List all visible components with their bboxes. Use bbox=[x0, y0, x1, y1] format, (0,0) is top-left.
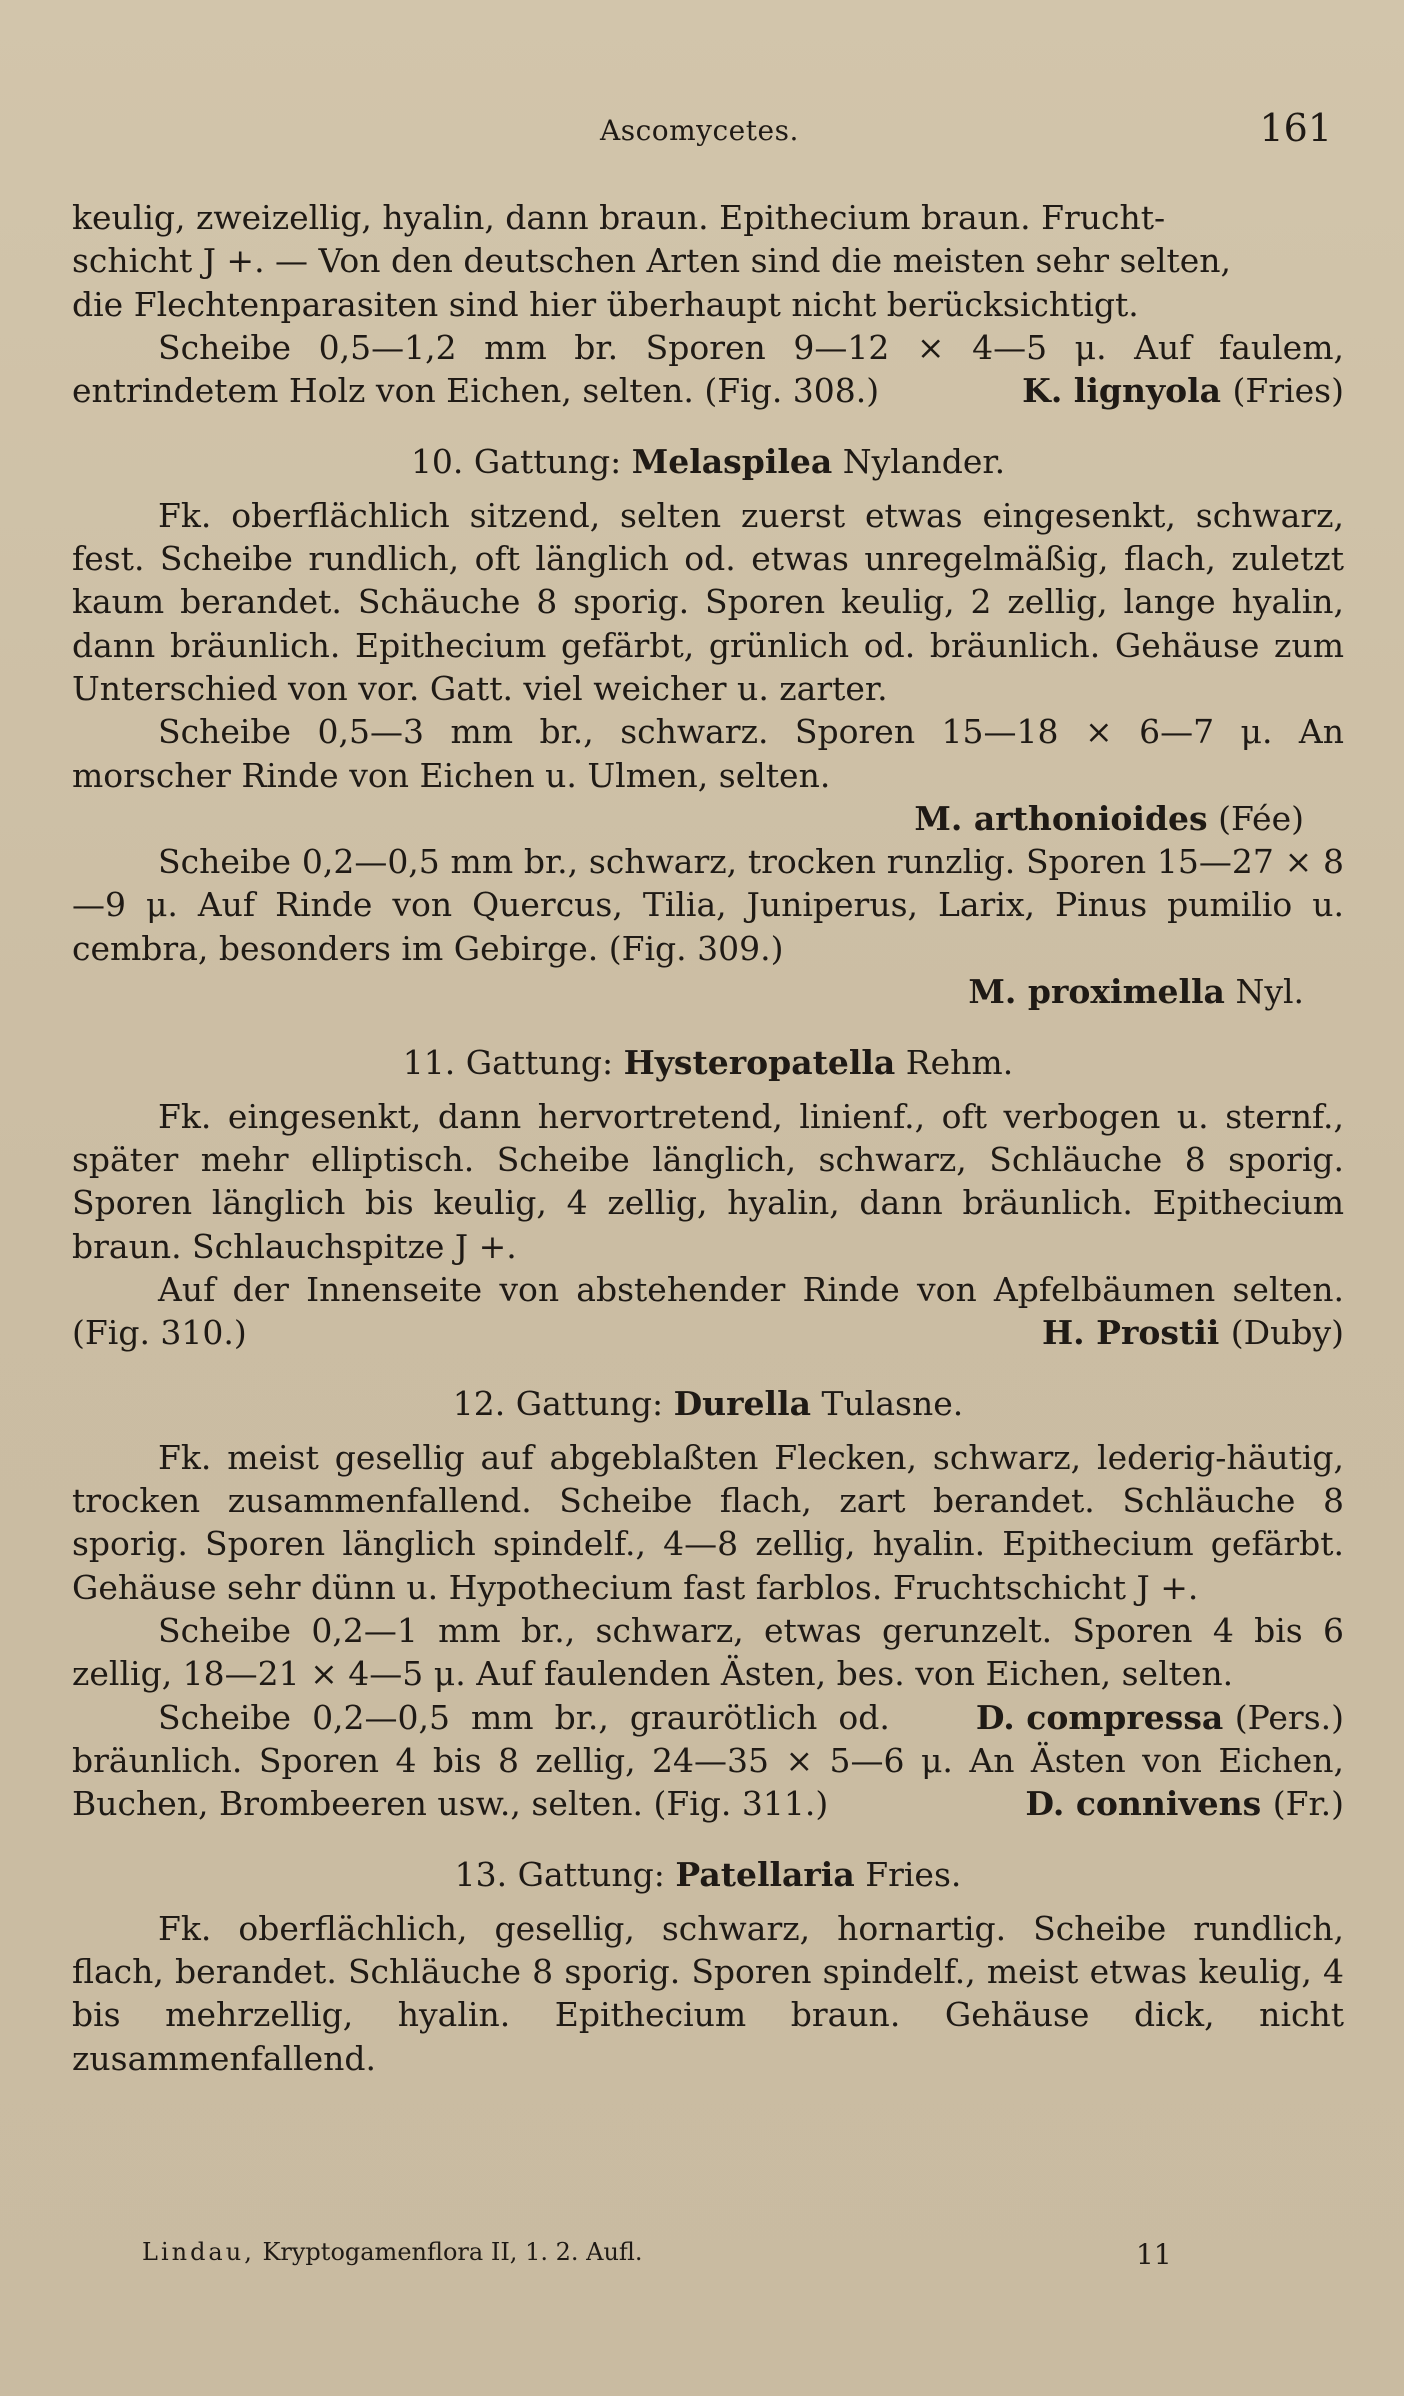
genus-12-heading bbox=[72, 1382, 1344, 1425]
genus-12-species-2 bbox=[939, 1782, 1344, 1825]
genus-12-species-2-name: D. connivens bbox=[1025, 1784, 1262, 1824]
intro-species-text: Scheibe 0,5—1,2 mm br. Sporen 9—12 × 4—5 μ. Auf faulem, entrindetem Holz von Eichen, selten. (Fig. 308.) bbox=[72, 327, 1344, 411]
footer-author: Lindau, bbox=[142, 2238, 255, 2266]
genus-10-species-1-name: M. arthonioides bbox=[914, 798, 1208, 838]
genus-10-heading bbox=[72, 440, 1344, 483]
genus-10-species-1-author: (Fée) bbox=[1218, 798, 1304, 838]
genus-12-author: Tulasne. bbox=[821, 1384, 964, 1424]
intro-line-1: keulig, zweizellig, hyalin, dann braun. Epithecium braun. Frucht- bbox=[72, 198, 1166, 237]
genus-10-number: 10. Gattung: bbox=[410, 442, 622, 482]
running-head bbox=[0, 106, 1404, 156]
genus-13-number: 13. Gattung: bbox=[454, 1855, 665, 1895]
genus-11-species-1-entry bbox=[72, 1268, 1344, 1355]
genus-11-number: 11. Gattung: bbox=[402, 1043, 614, 1083]
genus-12-species-2-text: Scheibe 0,2—0,5 mm br., graurötlich od. bräunlich. Sporen 4 bis 8 zellig, 24—35 × 5—6 μ. An Ästen von Eichen, Buchen, Brombeeren usw., selten. (Fig. 311.) bbox=[72, 1697, 1344, 1824]
page-number: 161 bbox=[1259, 106, 1332, 150]
genus-10-species-2-author: Nyl. bbox=[1235, 972, 1304, 1012]
intro-species-entry bbox=[72, 326, 1344, 413]
genus-11-heading bbox=[72, 1041, 1344, 1084]
genus-13-description: Fk. oberflächlich, gesellig, schwarz, hornartig. Scheibe rundlich, flach, berandet. Schläuche 8 sporig. Sporen spindelf., meist etwas keulig, 4 bis mehrzellig, hyalin. Epithecium braun. Gehäuse dick, nicht zusammenfallend. bbox=[72, 1908, 1344, 2078]
genus-12-description: Fk. meist gesellig auf abgeblaßten Flecken, schwarz, lederig-häutig, trocken zusammenfallend. Scheibe flach, zart berandet. Schläuche 8 sporig. Sporen länglich spindelf., 4—8 zellig, hyalin. Epithecium gefärbt. Gehäuse sehr dünn u. Hypothecium fast farblos. Fruchtschicht J +. bbox=[72, 1437, 1344, 1607]
genus-12-species-1-author: (Pers.) bbox=[1234, 1697, 1344, 1737]
genus-12-number: 12. Gattung: bbox=[452, 1384, 664, 1424]
genus-12-name: Durella bbox=[673, 1384, 812, 1424]
genus-11-description: Fk. eingesenkt, dann hervortretend, linienf., oft verbogen u. sternf., später mehr elliptisch. Scheibe länglich, schwarz, Schläuche 8 sporig. Sporen länglich bis keulig, 4 zellig, hyalin, dann bräunlich. Epithecium braun. Schlauchspitze J +. bbox=[72, 1096, 1344, 1266]
running-title: Ascomycetes. bbox=[600, 114, 799, 147]
genus-12-species-1-text: Scheibe 0,2—1 mm br., schwarz, etwas gerunzelt. Sporen 4 bis 6 zellig, 18—21 × 4—5 μ. Auf faulenden Ästen, bes. von Eichen, selten. bbox=[72, 1610, 1344, 1694]
genus-11-name: Hysteropatella bbox=[623, 1043, 896, 1083]
genus-11-species-1-name: H. Prostii bbox=[1042, 1313, 1220, 1353]
genus-10-species-2-text: Scheibe 0,2—0,5 mm br., schwarz, trocken runzlig. Sporen 15—27 × 8—9 μ. Auf Rinde von Quercus, Tilia, Juniperus, Larix, Pinus pumilio u. cembra, besonders im Gebirge. (Fig. 309.) bbox=[72, 842, 1344, 968]
genus-10-species-1-text: Scheibe 0,5—3 mm br., schwarz. Sporen 15—18 × 6—7 μ. An morscher Rinde von Eichen u. Ulmen, selten. bbox=[72, 712, 1344, 795]
genus-10-species-2 bbox=[72, 970, 1344, 1013]
genus-12-species-1-name: D. compressa bbox=[975, 1697, 1224, 1737]
genus-10-name: Melaspilea bbox=[631, 442, 833, 482]
intro-species-author: (Fries) bbox=[1232, 371, 1344, 411]
intro-line-2: schicht J +. — Von den deutschen Arten sind die meisten sehr selten, bbox=[72, 241, 1232, 281]
genus-13-heading bbox=[72, 1853, 1344, 1896]
genus-10-description: Fk. oberflächlich sitzend, selten zuerst etwas eingesenkt, schwarz, fest. Scheibe rundlich, oft länglich od. etwas unregelmäßig, flach, zuletzt kaum berandet. Schäuche 8 sporig. Sporen keulig, 2 zellig, lange hyalin, dann bräunlich. Epithecium gefärbt, grünlich od. bräunlich. Gehäuse zum Unterschied von vor. Gatt. viel weicher u. zarter. bbox=[72, 495, 1344, 708]
genus-11-species-1-text: Auf der Innenseite von abstehender Rinde von Apfelbäumen selten. (Fig. 310.) bbox=[72, 1269, 1344, 1353]
genus-12-species-1 bbox=[890, 1696, 1344, 1739]
genus-13-author: Fries. bbox=[865, 1855, 962, 1895]
genus-12-species-1-entry bbox=[72, 1609, 1344, 1737]
genus-11-author: Rehm. bbox=[905, 1043, 1014, 1083]
genus-10-species-1 bbox=[72, 797, 1344, 840]
genus-13-name: Patellaria bbox=[675, 1855, 855, 1895]
intro-line-3: die Flechtenparasiten sind hier überhaupt nicht berücksichtigt. bbox=[72, 284, 1139, 324]
signature-mark: 11 bbox=[1136, 2238, 1172, 2271]
genus-10-species-2-name: M. proximella bbox=[968, 972, 1225, 1012]
genus-11-species-1-author: (Duby) bbox=[1230, 1313, 1344, 1353]
page-footer bbox=[142, 2238, 1322, 2271]
intro-species-name: K. lignyola bbox=[1022, 371, 1222, 411]
intro-species bbox=[936, 369, 1344, 412]
genus-10-author: Nylander. bbox=[842, 442, 1006, 482]
genus-11-species-1 bbox=[956, 1311, 1344, 1354]
genus-12-species-2-author: (Fr.) bbox=[1272, 1784, 1344, 1824]
footer-work: Kryptogamenflora II, 1. 2. Aufl. bbox=[262, 2238, 643, 2266]
page-body bbox=[72, 196, 1344, 2080]
